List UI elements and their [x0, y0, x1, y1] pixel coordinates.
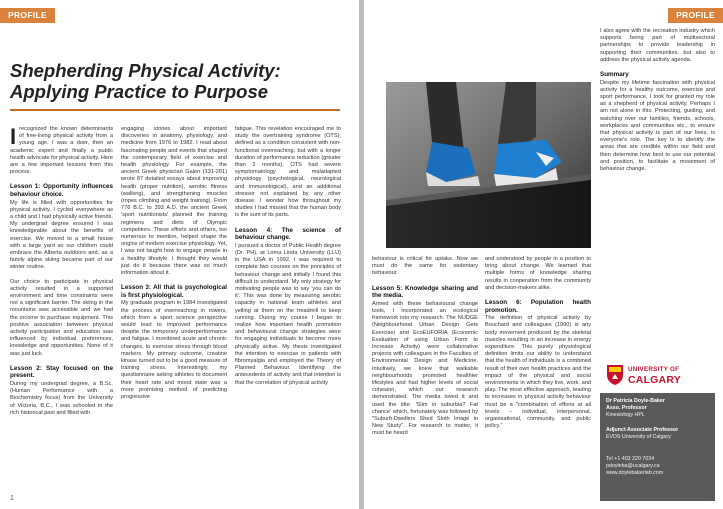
left-page — [0, 0, 359, 509]
paragraph: My graduate program in 1984 investigated the process of overreaching in rowers, which from a sport science perspective would lead to improved performance despite the temporary underperformance and fatigue. I monitored acute and chronic changes, to exercise stress through blood markers. My primary outcome, creatine kinase turned out to be a good measure of training stress. Interestingly, my questionnaire asking athletes to document their heart rate and mood state was a more promising method of predicting progressive — [121, 300, 227, 401]
paragraph: Despite my lifetime fascination with physical activity for a healthy outcome, exercise and sport performance, I took for granted my role as a shepherd of physical activity. Perhaps I am not alone in this. Protecting, guiding, and watching over our families, friends, schools, workplaces and communities etc., to ensure that physical activity is part of our lives, is everyone's role. The key is to identify the areas that are credible within our field and then determine how best to use our potential and position, to facilitate a movement of behaviour change. — [600, 79, 715, 173]
paragraph: I also agree with the recreation industry which supports being part of multisectoral partnerships to provide leadership in supporting their communities, but also to address the physical activity agenda. — [600, 28, 715, 63]
adjunct-role: Adjunct Associate Professor — [606, 427, 679, 433]
right-page — [364, 0, 723, 509]
paragraph: My life is filled with opportunities for physical activity. I cycled everywhere as a child and I had physically active friends. My undergrad degree ensured I was knowledgeable about the benefits of exercise. We moved to a small house with a large yard so our children could embrace the Alberta outdoors and, as a family alpine skiing became part of our winter routine. — [10, 199, 113, 271]
author-department: Kinesiology HPL — [606, 412, 645, 418]
section-heading: Lesson 4: The science of behaviour change. — [235, 226, 341, 242]
contact-website[interactable]: www.doylebakerlab.com — [606, 470, 664, 476]
paragraph: behaviour is critical for uptake. Now we must do the same for sedentary behaviour. — [372, 256, 478, 277]
contact-block — [606, 456, 712, 477]
article-title — [10, 60, 350, 102]
paragraph: and understood by people in a position to bring about change. We learned that multiple forms of knowledge sharing results in cooperation from the community and decision-makers alike. — [485, 256, 591, 291]
university-crest-icon — [606, 364, 624, 386]
page-number: 2 — [709, 495, 713, 502]
right-column-3 — [600, 28, 715, 354]
profile-tag: PROFILE — [668, 8, 723, 23]
author-name: Dr Patricia Doyle-Baker — [606, 398, 665, 404]
section-heading: Lesson 3: All that is psychological is first physiological. — [121, 284, 227, 299]
contact-email[interactable]: pdoyleba@ucalgary.ca — [606, 463, 660, 469]
paragraph: engaging stories about important discoveries in anatomy, physiology, and medicine from 1976 to 1982. I read about fascinating people and events that shaped the contemporary field of exercise and health physiology. For example, the ancient Greek physician Galen (131-201) wrote 87 detailed essays about improving health (proper nutrition), aerobic fitness (walking), and strengthening muscles (ropes climbing and weight training). From 776 B.C. to 393 A.D. the ancient Greek 'sport nutritionists' planned the training regimens and diets of Olympic competitors. These efforts and others, too numerous to mention, helped shape the origins of modern exercise physiology. Yet, I was not taught how to engage people in a healthy lifestyle. I thought they would just do it because there was so much information about it. — [121, 126, 227, 277]
section-heading: Summary — [600, 71, 629, 79]
logo-text-line-1: UNIVERSITY OF — [628, 366, 680, 373]
adjunct-block — [606, 427, 712, 441]
dropcap: I — [10, 126, 17, 149]
section-heading: Lesson 5: Knowledge sharing and the media. — [372, 284, 478, 300]
right-column-2 — [485, 256, 591, 498]
section-heading: Lesson 1: Opportunity influences behaviour choice. — [10, 183, 113, 199]
adjunct-department: EVDS University of Calgary — [606, 434, 671, 440]
photo-illustration — [386, 82, 591, 248]
title-line-1: Shepherding Physical Activity: — [10, 60, 281, 81]
section-heading: Lesson 6: Population health promotion. — [485, 299, 591, 314]
left-column-2 — [121, 126, 227, 498]
profile-tag: PROFILE — [0, 8, 55, 23]
left-column-3 — [235, 126, 341, 498]
title-divider — [10, 109, 340, 111]
paragraph: During my undergrad degree, a B.Sc. (Human Performance with a Biochemistry focus) from the University of Victoria, B.C., I was schooled in the rich historical past and filled with — [10, 381, 113, 416]
contact-phone: Tel +1 403 220 7034 — [606, 456, 655, 462]
paragraph: Our choice to participate in physical activity resulted in a supported environment and time constraints were not a significant barrier. The skiing in the mountains was accessible and we had the income to purchase equipment. This positive association between physical activity participation and education was influenced by individual preferences, knowledge and opportunities. None of it was just luck. — [10, 278, 113, 357]
right-column-1 — [372, 256, 478, 498]
logo-text-line-2: CALGARY — [628, 374, 681, 386]
university-logo — [600, 360, 715, 393]
paragraph: fatigue. This revelation encouraged me to study the overtraining syndrome (OTS); defined as a condition consistent with non-functional overreaching, but with a longer duration of performance reduction (greater than 2 months). OTS had severe symptomatology and maladapted physiology (psychological, neurological and immunological), and an additional stressor not explained by any other disease. I wonder how throughout my studies I had missed that the human body is the sum of its parts. — [235, 126, 341, 219]
author-role: Asso. Professor — [606, 405, 647, 411]
title-line-2: Applying Practice to Purpose — [10, 81, 269, 102]
author-block — [606, 398, 712, 419]
paragraph: I pursued a doctor of Public Health degree (Dr. PH), at Loma Linda University (LLU) in the USA in 1992. I was required to complete two courses on the principles of behaviour change and initially I found this difficult to understand. My only strategy for motivating people was to say 'you can do it'. This was done by measuring aerobic capacity in national team athletes and yelling at them on the treadmill to keep running. During my course I began to realize how important health promotion and behavioural change strategies were for engaging individuals to become more physically active. My thesis investigated the intention to exercise in patients with fibromyalgia and employed the Theory of Planned Behaviour. Identifying the antecedents of activity and that intention is that the correlation of physical activity — [235, 242, 341, 386]
author-sidebar — [600, 360, 715, 501]
left-column-1 — [10, 126, 113, 498]
page-number: 1 — [10, 495, 14, 502]
paragraph: Armed with these behavioural change tools, I incorporated an ecological framework into my research. The NUDGE (Neighbourhood Urban Design Gets Exercise) and EcoEUFORIA (Economic Evaluation of using Urban Form to Increase Activity) were collaborative projects with colleagues in the Faculties of Environmental Design and Medicine. Intuitively, we knew that walkable neighbourhoods promoted healthier lifestyles and had higher levels of social cohesion, which our research demonstrated. The media loved it and used the title: 'Slim in suburbia? Fat chance' which, fortunately was followed by "Suburb-Dwellers Shed Sloth Image in New Study". For research to matter, it must be heard — [372, 300, 478, 437]
paragraph: The definition of physical activity by Bouchard and colleagues (1990) is any body movement produced by the skeletal muscles resulting in an increase in energy expenditure. This purely physiological definition limits our ability to understand that the health of individuals is a combined result of their own health practices and the impact of the physical and social environments in which they live, work, and play. The most effective approach, leading to increases in physical activity behaviour must be a "combination of efforts at all levels – individual, interpersonal, organisational, community, and public policy." — [485, 315, 591, 430]
paragraph: recognized the known determinants of free-living physical activity from a young age. I was a doer, then an academic expert and finally a public health advocate for physical activity. Here are a few important lessons from this process. — [10, 126, 113, 176]
treadmill-runner-photo — [386, 82, 591, 248]
section-heading: Lesson 2: Stay focused on the present. — [10, 364, 113, 380]
